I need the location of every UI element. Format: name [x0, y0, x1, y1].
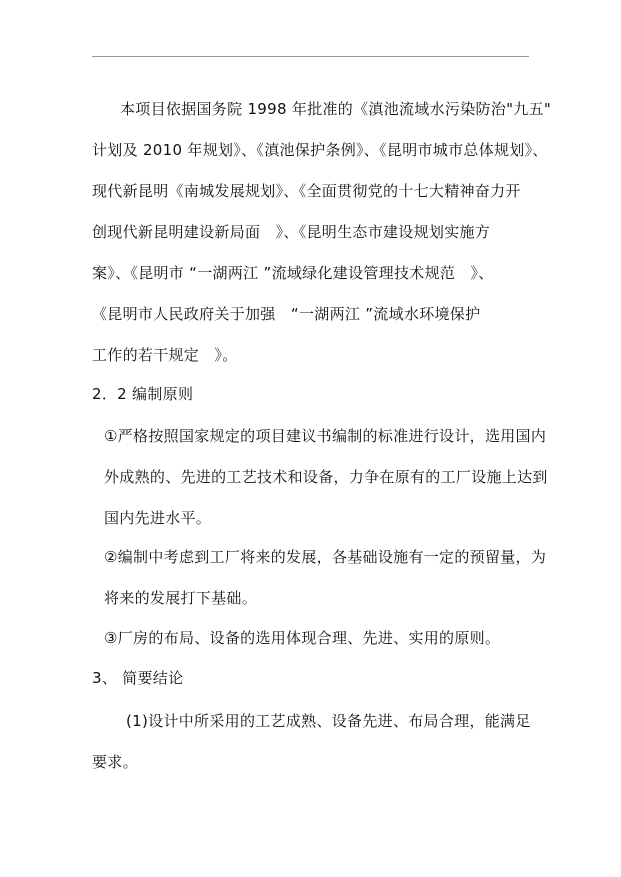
principle-1-line-1: ①严格按照国家规定的项目建议书编制的标准进行设计，选用国内: [104, 427, 547, 445]
principle-3-line-1: ③厂房的布局、设备的选用体现合理、先进、实用的原则。: [104, 629, 501, 647]
principle-2-line-1: ②编制中考虑到工厂将来的发展，各基础设施有一定的预留量，为: [104, 548, 547, 566]
intro-line-4: 创现代新昆明建设新局面 》、《昆明生态市建设规划实施方: [92, 223, 491, 241]
conclusion-1-line-1: (1)设计中所采用的工艺成熟、设备先进、布局合理，能满足: [126, 712, 531, 730]
principle-1-line-2: 外成熟的、先进的工艺技术和设备，力争在原有的工厂设施上达到: [104, 468, 548, 486]
section-heading-3: 3、 简要结论: [92, 669, 184, 687]
header-rule: [92, 56, 529, 57]
intro-line-2: 计划及 2010 年规划》、《滇池保护条例》、《昆明市城市总体规划》、: [92, 141, 548, 159]
conclusion-1-line-2: 要求。: [92, 753, 138, 771]
principle-2-line-2: 将来的发展打下基础。: [104, 589, 258, 607]
intro-line-5: 案》、《昆明市 “一湖两江 ”流域绿化建设管理技术规范 》、: [92, 264, 494, 282]
section-heading-2-2: 2．2 编制原则: [92, 385, 194, 403]
intro-line-3: 现代新昆明《南城发展规划》、《全面贯彻党的十七大精神奋力开: [92, 182, 521, 200]
intro-line-6: 《昆明市人民政府关于加强 “一湖两江 ”流域水环境保护: [92, 305, 481, 323]
intro-line-7: 工作的若干规定 》。: [92, 346, 238, 364]
principle-1-line-3: 国内先进水平。: [104, 509, 212, 527]
intro-line-1: 本项目依据国务院 1998 年批准的《滇池流域水污染防治"九五": [120, 100, 552, 118]
